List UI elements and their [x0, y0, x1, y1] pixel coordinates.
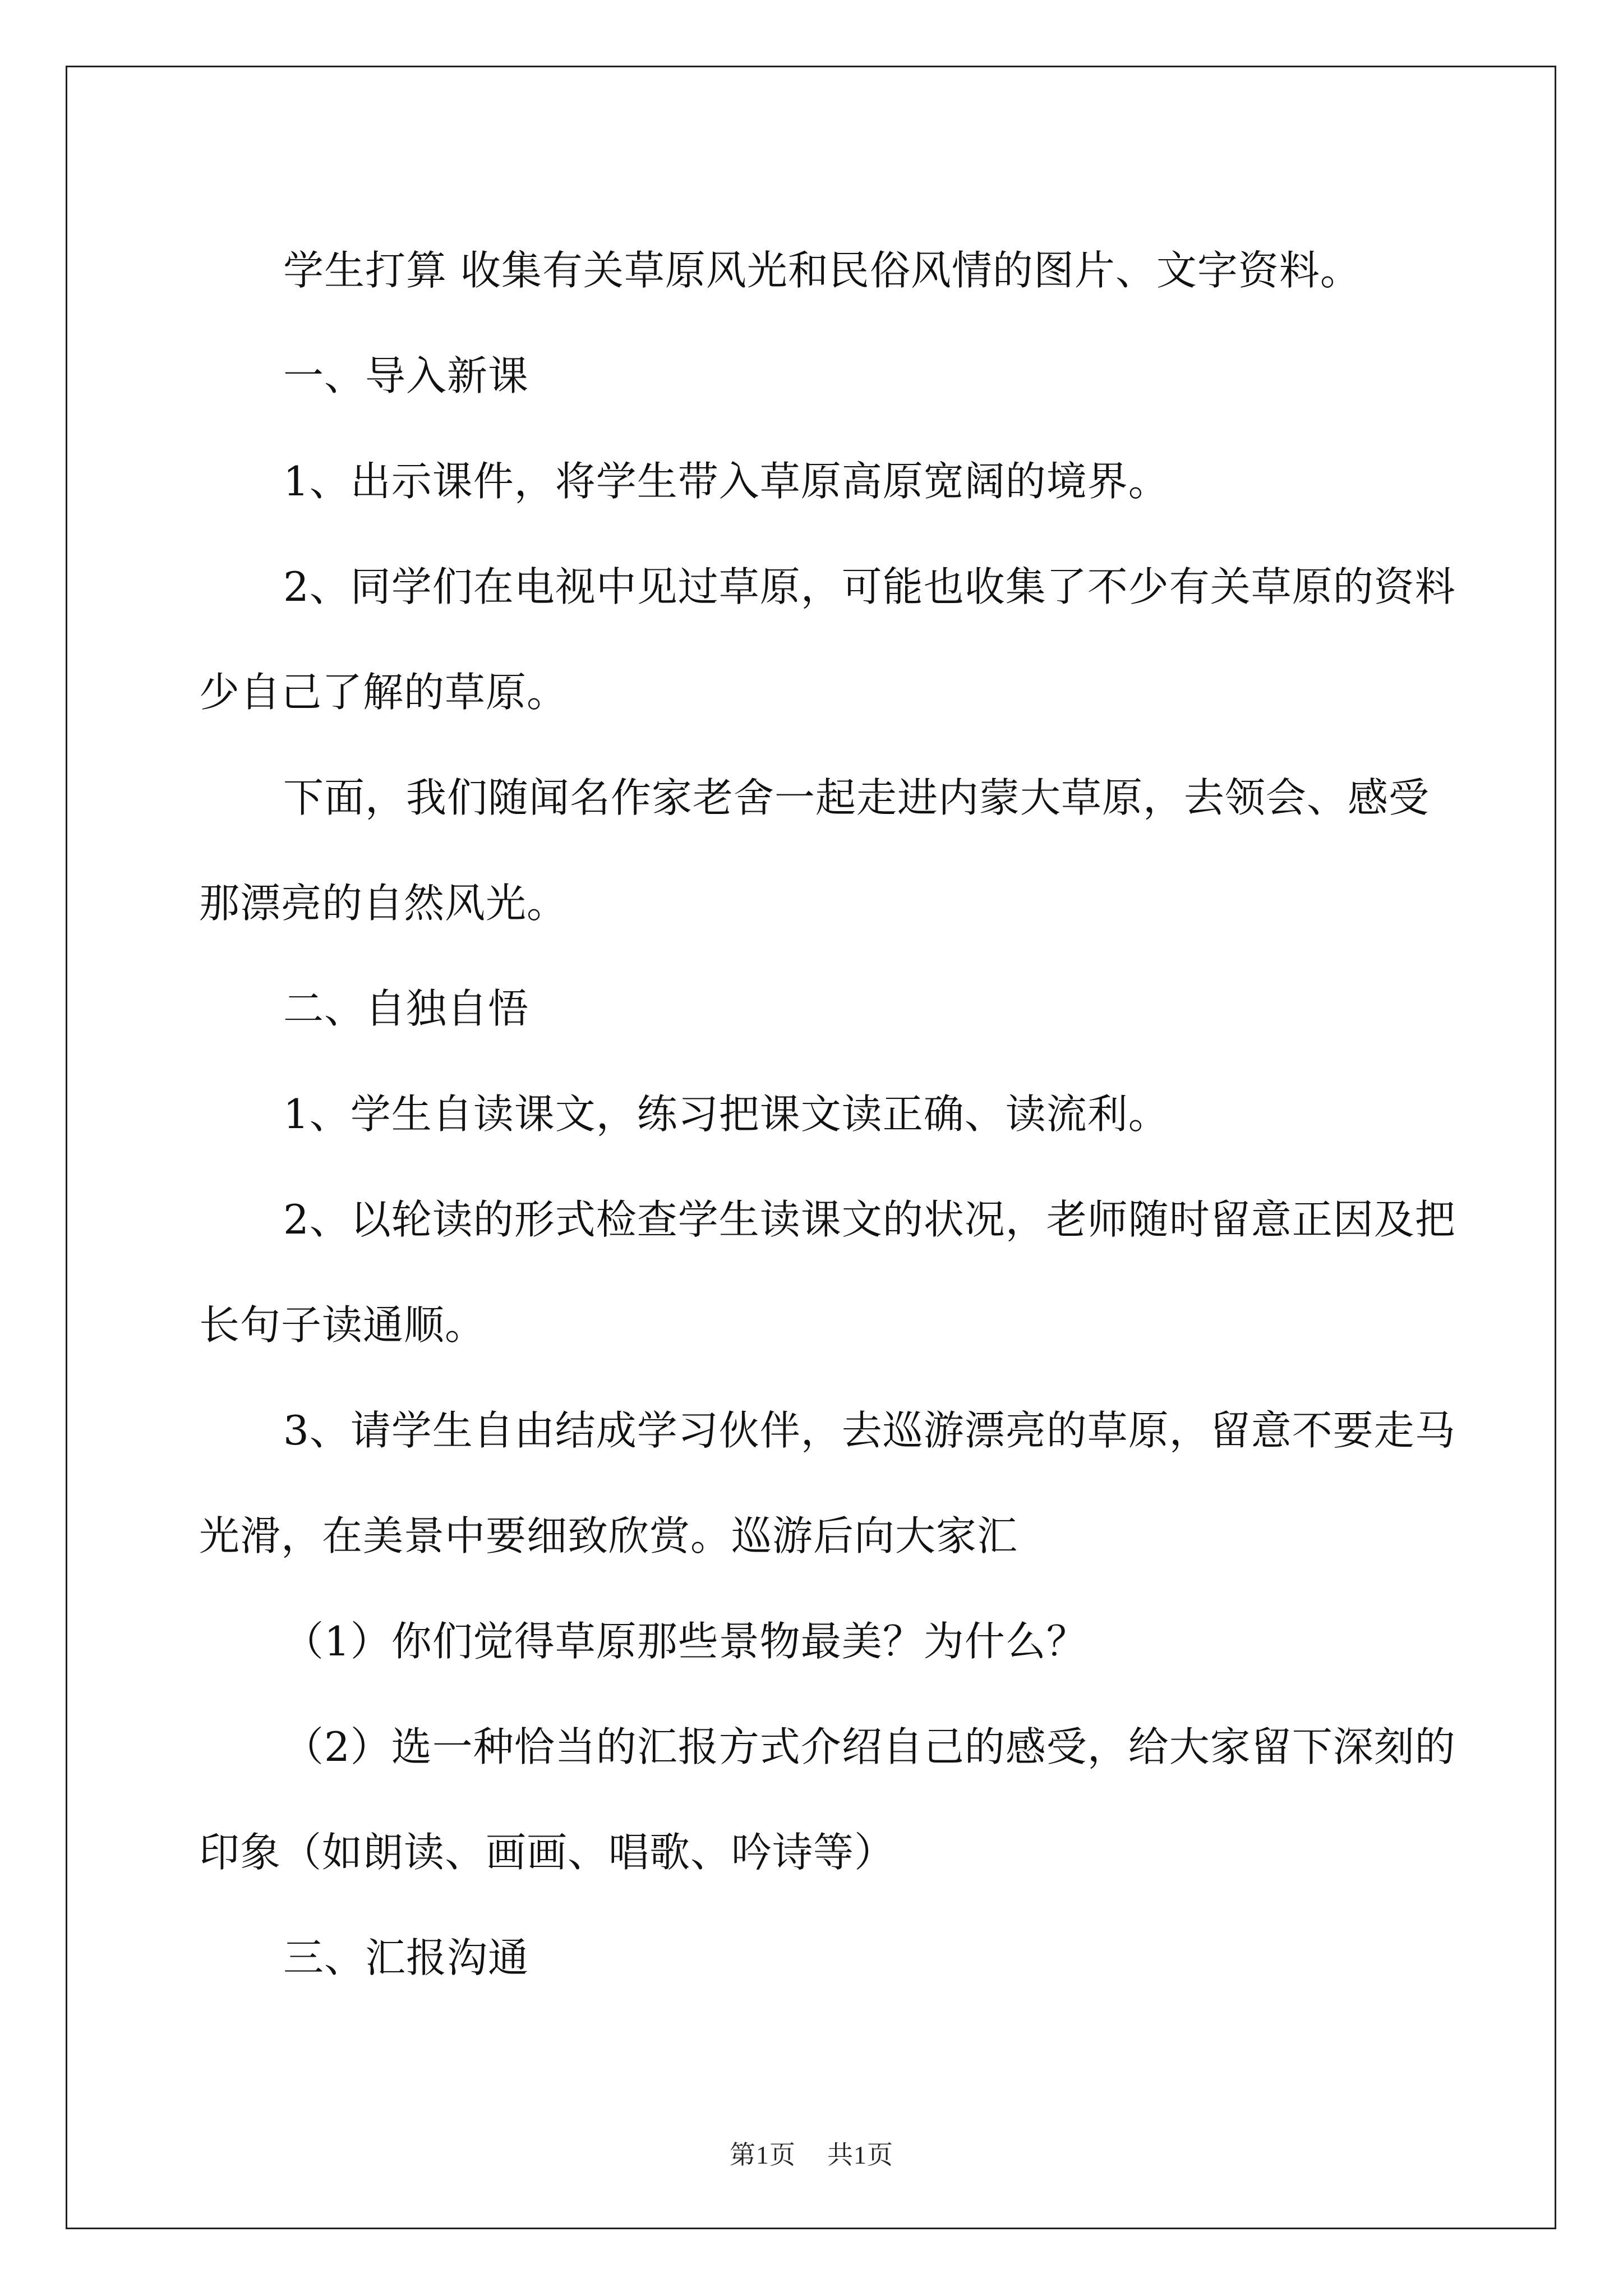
- paragraph-preparation: 学生打算 收集有关草原风光和民俗风情的图片、文字资料。: [283, 247, 1361, 294]
- question-2: （2）选一种恰当的汇报方式介绍自己的感受，给大家留下深刻的: [283, 1723, 1456, 1770]
- question-2-continued: 印象（如朗读、画画、唱歌、吟诗等）: [199, 1829, 896, 1876]
- page-footer: [0, 2134, 1623, 2171]
- list-item-partners-continued: 光滑，在美景中要细致欣赏。巡游后向大家汇: [199, 1512, 1018, 1559]
- list-item-2-continued: 少自己了解的草原。: [199, 669, 568, 716]
- paragraph-laoshe-continued: 那漂亮的自然风光。: [199, 880, 568, 927]
- list-item-2: 2、同学们在电视中见过草原，可能也收集了不少有关草原的资料: [283, 563, 1456, 610]
- list-item-1: 1、出示课件，将学生带入草原高原宽阔的境界。: [283, 458, 1169, 505]
- heading-introduction: 一、导入新课: [283, 352, 529, 399]
- document-body: [199, 218, 1456, 2010]
- paragraph-laoshe: 下面，我们随闻名作家老舍一起走进内蒙大草原，去领会、感受: [283, 774, 1430, 821]
- list-item-self-read: 1、学生自读课文，练习把课文读正确、读流利。: [283, 1091, 1169, 1138]
- list-item-round-reading-continued: 长句子读通顺。: [199, 1301, 486, 1349]
- question-1: （1）你们觉得草原那些景物最美？为什么？: [283, 1618, 1087, 1665]
- heading-self-study: 二、自独自悟: [283, 985, 529, 1032]
- page-number: 第1页: [730, 2141, 796, 2169]
- list-item-partners: 3、请学生自由结成学习伙伴，去巡游漂亮的草原，留意不要走马: [283, 1407, 1456, 1454]
- heading-report: 三、汇报沟通: [283, 1934, 529, 1981]
- list-item-round-reading: 2、以轮读的形式检查学生读课文的状况，老师随时留意正因及把: [283, 1196, 1456, 1243]
- page-total: 共1页: [827, 2141, 893, 2169]
